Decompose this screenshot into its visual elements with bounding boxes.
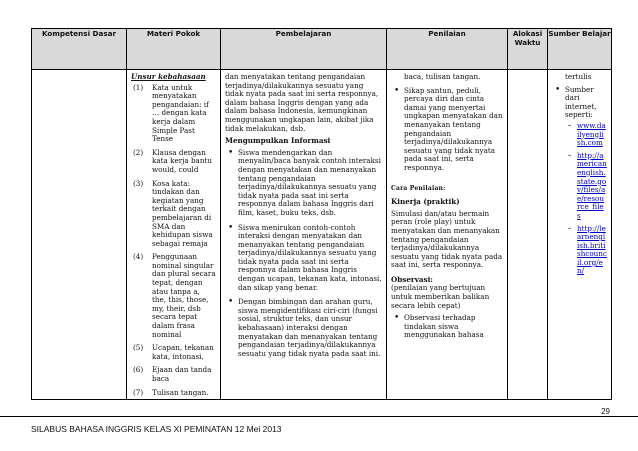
materi-title: Unsur kebahasaan bbox=[131, 72, 206, 81]
cell-pembelajaran bbox=[221, 70, 387, 400]
footer-text: SILABUS BAHASA INGGRIS KELAS XI PEMINATAN 12 Mei 2013 bbox=[31, 424, 282, 434]
kinerja-text: Simulasi dan/atau bermain peran (role play) untuk menyatakan dan menanyakan tentang pengandaian terjadinya/dilakukannya sesuatu yang tidak nyata pada saat ini, serta responnya. bbox=[391, 208, 503, 270]
link-britishcouncil[interactable]: - http://learnenglish.britishcouncil.org/en/ bbox=[565, 225, 607, 277]
pembelajaran-list bbox=[225, 149, 382, 359]
kinerja-heading: Kinerja (praktik) bbox=[391, 197, 460, 207]
cell-penilaian bbox=[387, 70, 508, 400]
sumber-list bbox=[552, 86, 607, 276]
pembelajaran-intro: dan menyatakan tentang pengandaian terjadinya/dilakukannya sesuatu yang tidak nyata pada saat ini serta responnya, dalam bahasa Inggris dengan yang ada dalam bahasa Indonesia, kemungkinan menggunakan ungkapan lain, akibat jika tidak melakukan, dsb. bbox=[225, 72, 379, 133]
header-alokasi-waktu: Alokasi Waktu bbox=[508, 29, 548, 70]
syllabus-table bbox=[31, 28, 612, 400]
header-kompetensi-dasar: Kompetensi Dasar bbox=[32, 29, 127, 70]
list-item: • Dengan bimbingan dan arahan guru, siswa mengidentifikasi ciri-ciri (fungsi sosial, struktur teks, dan unsur kebahasaan) interaksi dengan menyatakan dan menanyakan tentang pengandaian terjadinya/dilakukannya sesuatu yang tidak nyata pada saat ini. bbox=[225, 298, 382, 358]
header-penilaian: Penilaian bbox=[387, 29, 508, 70]
cell-sumber-belajar bbox=[548, 70, 612, 400]
list-item: (2) Klausa dengan kata kerja bantu would, could bbox=[133, 147, 212, 174]
list-item: • Sumber dari internet, seperti: - www.dailyenglish.com - http://americanenglish.state.gov/files/ae/resource_files - http://learnenglish.britishcouncil.org/en/ bbox=[552, 86, 607, 276]
cell-materi-pokok bbox=[127, 70, 221, 400]
observasi-text: (penilaian yang bertujuan untuk memberikan balikan secara lebih cepat) bbox=[391, 283, 490, 310]
link-dailyenglish[interactable]: - www.dailyenglish.com bbox=[565, 122, 607, 148]
sumber-top: tertulis bbox=[565, 72, 592, 81]
list-item: • Siswa mendengarkan dan menyalin/baca banyak contoh interaksi dengan menyatakan dan menanyakan tentang pengandaian terjadinya/dilakukannya sesuatu yang tidak nyata pada saat ini serta responnya dalam bahasa Inggris dari film, kaset, buku teks, dsb. bbox=[225, 149, 382, 218]
penilaian-list bbox=[391, 87, 503, 173]
list-item: • Observasi terhadap tindakan siswa menggunakan bahasa bbox=[391, 314, 503, 340]
list-item: (7) Tulisan tangan. bbox=[133, 387, 209, 397]
table-row bbox=[32, 70, 612, 400]
header-pembelajaran: Pembelajaran bbox=[221, 29, 387, 70]
footer-rule bbox=[0, 416, 638, 417]
list-item: (6) Ejaan dan tanda baca bbox=[133, 365, 212, 383]
list-item: (4) Penggunaan nominal singular dan plural secara tepat, dengan atau tanpa a, the, this, those, my, their, dsb secara tepat dalam frasa nominal bbox=[133, 252, 216, 339]
list-item: • Sikap santun, peduli, percaya diri dan cinta damai yang menyertai ungkapan menyatakan dan menanyakan tentang pengandaian terjadinya/dilakukannya sesuatu yang tidak nyata pada saat ini, serta responnya. bbox=[391, 87, 503, 173]
header-materi-pokok: Materi Pokok bbox=[127, 29, 221, 70]
materi-list bbox=[131, 84, 216, 398]
table-header-row bbox=[32, 29, 612, 70]
penilaian-top: baca, tulisan tangan. bbox=[404, 72, 481, 81]
sumber-links bbox=[565, 122, 607, 276]
list-item: (3) Kosa kata: tindakan dan kegiatan yang terkait dengan pembelajaran di SMA dan kehidupan siswa sebagai remaja bbox=[133, 178, 213, 248]
page-number: 29 bbox=[601, 407, 610, 416]
observasi-heading: Observasi: bbox=[391, 274, 433, 284]
list-item: • Siswa menirukan contoh-contoh interaksi dengan menyatakan dan menanyakan tentang pengandaian terjadinya/dilakukannya sesuatu yang tidak nyata pada saat ini serta responnya dalam bahasa Inggris dengan ucapan, tekanan kata, intonasi, dan sikap yang benar. bbox=[225, 224, 382, 293]
pembelajaran-heading: Mengumpulkan Informasi bbox=[225, 136, 331, 146]
syllabus-table-area bbox=[31, 28, 611, 400]
header-sumber-belajar: Sumber Belajar bbox=[548, 29, 612, 70]
cara-penilaian-heading: Cara Penilaian: bbox=[391, 184, 446, 192]
list-item: (5) Ucapan, tekanan kata, intonasi, bbox=[133, 343, 214, 361]
observasi-list bbox=[391, 314, 503, 340]
link-americanenglish[interactable]: - http://americanenglish.state.gov/files/ae/resource_files bbox=[565, 152, 607, 221]
list-item: (1) Kata untuk menyatakan pengandaian: if … dengan kata kerja dalam Simple Past Tense bbox=[133, 82, 209, 144]
cell-kompetensi-dasar bbox=[32, 70, 127, 400]
cell-alokasi-waktu bbox=[508, 70, 548, 400]
